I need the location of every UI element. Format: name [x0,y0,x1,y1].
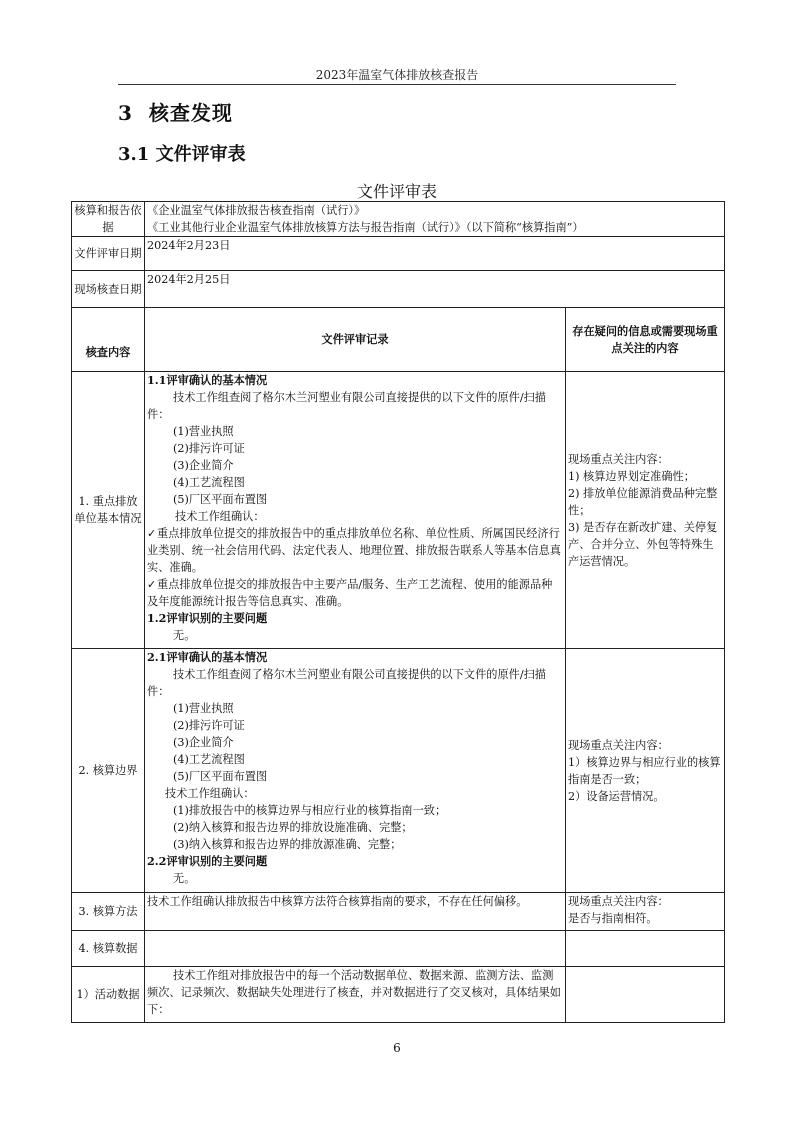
method-record: 技术工作组确认排放报告中核算方法符合核算指南的要求，不存在任何偏移。 [145,893,566,931]
doc-item: (3)企业简介 [173,459,234,472]
confirmed-heading: 1.1评审确认的基本情况 [147,373,268,387]
focus-item: 1) 核算边界划定准确性； [568,469,695,483]
confirmed-heading: 2.1评审确认的基本情况 [147,650,268,664]
basis-line: 《工业其他行业企业温室气体排放核算方法与报告指南（试行）》（以下简称“核算指南”） [147,221,584,234]
col-header-focus: 存在疑问的信息或需要现场重点关注的内容 [566,308,725,372]
activity-record: 技术工作组对排放报告中的每一个活动数据单位、数据来源、监测方法、监测频次、记录频次、数据缺失处理进行了核查，并对数据进行了交叉核对，具体结果如下： [145,967,566,1023]
site-date-value: 2024年2月25日 [145,271,725,308]
doc-item: (2)排污许可证 [173,719,245,732]
basis-line: 《企业温室气体排放报告核查指南（试行）》 [147,204,366,217]
confirm-text: 技术工作组确认： [165,787,255,800]
confirm-item: (1)排放报告中的核算边界与相应行业的核算指南一致； [173,804,447,817]
doc-item: (5)厂区平面布置图 [173,493,268,506]
table-caption: 文件评审表 [356,182,437,201]
doc-item: (3)企业简介 [173,736,234,749]
basis-label: 核算和报告依据 [72,202,145,237]
confirm-text: 技术工作组确认： [175,510,265,523]
header-rule [118,84,676,85]
basic-info-record [145,372,566,649]
doc-item: (4)工艺流程图 [173,753,245,766]
section-title: 核查发现 [148,101,233,125]
data-focus [566,931,725,967]
column-header-row [72,308,725,372]
method-label: 3. 核算方法 [72,893,145,931]
data-label: 4. 核算数据 [72,931,145,967]
focus-title: 现场重点关注内容： [568,738,669,752]
basic-info-label: 1. 重点排放单位基本情况 [72,372,145,649]
data-record [145,931,566,967]
issues-text: 无。 [173,872,196,885]
boundary-focus [566,649,725,893]
basis-row [72,202,725,237]
doc-item: (5)厂区平面布置图 [173,770,268,783]
basis-value [145,202,725,237]
doc-item: (2)排污许可证 [173,442,245,455]
activity-row [72,967,725,1023]
running-header: 2023年温室气体排放核查报告 [315,68,479,82]
issues-text: 无。 [173,629,196,642]
boundary-row [72,649,725,893]
focus-item: 3) 是否存在新改扩建、关停复产、合并分立、外包等特殊生产运营情况。 [568,520,718,568]
document-review-table [71,201,725,1023]
doc-item: (4)工艺流程图 [173,476,245,489]
col-header-record: 文件评审记录 [145,308,566,372]
check-text: 重点排放单位提交的排放报告中主要产品/服务、生产工艺流程、使用的能源品种及年度能源统计报告等信息真实、准确。 [147,578,553,608]
site-date-label: 现场核查日期 [72,271,145,308]
method-focus [566,893,725,931]
docs-intro: 技术工作组查阅了格尔木兰河塑业有限公司直接提供的以下文件的原件/扫描件： [147,391,546,421]
focus-item: 1）核算边界与相应行业的核算指南是否一致； [568,755,721,786]
subsection-heading: 3.1 文件评审表 [118,144,246,165]
col-header-content: 核查内容 [72,308,145,372]
site-date-row [72,271,725,308]
docs-intro: 技术工作组查阅了格尔木兰河塑业有限公司直接提供的以下文件的原件/扫描件： [147,668,546,698]
basic-info-focus [566,372,725,649]
confirm-item: (3)纳入核算和报告边界的排放源准确、完整； [173,838,402,851]
basic-info-row [72,372,725,649]
method-row [72,893,725,931]
doc-item: (1)营业执照 [173,702,234,715]
check-item [147,525,563,576]
focus-title: 现场重点关注内容： [568,895,669,908]
checkmark-icon: ✓ [147,527,157,540]
page-number: 6 [393,1041,401,1055]
activity-focus [566,967,725,1023]
check-text: 重点排放单位提交的排放报告中的重点排放单位名称、单位性质、所属国民经济行业类别、统一社会信用代码、法定代表人、地理位置、排放报告联系人等基本信息真实、准确。 [147,527,561,574]
issues-heading: 1.2评审识别的主要问题 [147,611,268,625]
focus-item: 2) 排放单位能源消费品种完整性； [568,486,718,517]
activity-label: 1）活动数据 [72,967,145,1023]
doc-item: (1)营业执照 [173,425,234,438]
review-date-label: 文件评审日期 [72,237,145,271]
focus-item: 2）设备运营情况。 [568,789,665,803]
issues-heading: 2.2评审识别的主要问题 [147,854,268,868]
focus-title: 现场重点关注内容： [568,452,669,466]
section-number: 3 [118,101,133,125]
focus-text: 是否与指南相符。 [568,912,658,925]
boundary-record [145,649,566,893]
checkmark-icon: ✓ [147,578,157,591]
review-date-value: 2024年2月23日 [145,237,725,271]
boundary-label: 2. 核算边界 [72,649,145,893]
review-date-row [72,237,725,271]
confirm-item: (2)纳入核算和报告边界的排放设施准确、完整； [173,821,413,834]
section-heading [118,97,233,126]
check-item [147,576,563,610]
data-row [72,931,725,967]
